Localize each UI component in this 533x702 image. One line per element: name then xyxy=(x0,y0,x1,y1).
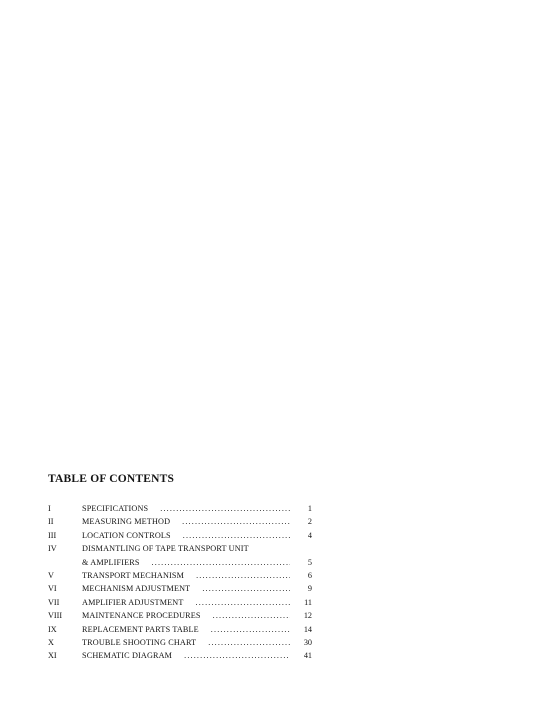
toc-entry-number: V xyxy=(48,570,54,580)
toc-title: TABLE OF CONTENTS xyxy=(48,473,175,485)
toc-entry-number: I xyxy=(48,504,51,513)
dot-leader xyxy=(208,636,290,649)
toc-entry-page: 2 xyxy=(307,517,312,527)
toc-entry xyxy=(48,569,312,582)
toc-entry xyxy=(48,529,312,542)
toc-entry-label: MAINTENANCE PROCEDURES xyxy=(82,611,201,621)
dot-leader xyxy=(211,623,290,636)
dot-leader xyxy=(152,556,290,569)
toc-entry-label: DISMANTLING OF TAPE TRANSPORT UNIT xyxy=(82,544,249,554)
toc-entry-page: 12 xyxy=(303,611,312,621)
toc-entry-label: MECHANISM ADJUSTMENT xyxy=(82,584,191,594)
toc-entry xyxy=(48,556,312,569)
toc-entry-number: IX xyxy=(48,624,57,634)
toc-entry-number: VIII xyxy=(48,611,63,621)
dot-leader xyxy=(213,609,290,622)
toc-entry-label: MEASURING METHOD xyxy=(82,517,171,527)
toc-entry-label: SPECIFICATIONS xyxy=(82,504,149,513)
toc-entry-page: 4 xyxy=(307,530,312,540)
toc-entry-page: 11 xyxy=(304,597,312,607)
toc-list xyxy=(48,502,312,663)
toc-entry-label: TRANSPORT MECHANISM xyxy=(82,570,185,580)
dot-leader xyxy=(182,515,290,528)
dot-leader xyxy=(196,596,291,609)
toc-entry-number: XI xyxy=(48,651,57,661)
toc-entry-number: VI xyxy=(48,584,57,594)
toc-entry-number: II xyxy=(48,517,54,527)
toc-entry-label: REPLACEMENT PARTS TABLE xyxy=(82,624,199,634)
toc-entry-page: 1 xyxy=(307,504,312,513)
toc-entry xyxy=(48,636,312,649)
toc-entry-label: AMPLIFIER ADJUSTMENT xyxy=(82,597,184,607)
toc-entry xyxy=(48,515,312,528)
toc-entry-page: 14 xyxy=(303,624,312,634)
toc-entry-number: III xyxy=(48,530,57,540)
toc-entry-number: IV xyxy=(48,544,57,554)
toc-entry-page: 30 xyxy=(303,637,312,647)
toc-entry-label: LOCATION CONTROLS xyxy=(82,530,171,540)
toc-entry-page: 5 xyxy=(307,557,312,567)
toc-entry-page: 9 xyxy=(307,584,312,594)
toc-entry xyxy=(48,623,312,636)
toc-entry xyxy=(48,609,312,622)
toc-entry-label: SCHEMATIC DIAGRAM xyxy=(82,651,173,661)
toc-entry-number: VII xyxy=(48,597,60,607)
toc-entry-page: 41 xyxy=(303,651,312,661)
toc-entry xyxy=(48,502,312,515)
dot-leader xyxy=(202,582,290,595)
toc-entry xyxy=(48,582,312,595)
toc-entry xyxy=(48,596,312,609)
dot-leader xyxy=(183,529,290,542)
toc-entry-number: X xyxy=(48,637,54,647)
toc-entry-label: TROUBLE SHOOTING CHART xyxy=(82,637,197,647)
toc-entry-page: 6 xyxy=(307,570,312,580)
toc-entry-label: & AMPLIFIERS xyxy=(82,557,140,567)
dot-leader xyxy=(196,569,290,582)
toc-entry xyxy=(48,542,312,555)
dot-leader xyxy=(160,502,290,515)
toc-entry xyxy=(48,649,312,662)
dot-leader xyxy=(184,649,290,662)
